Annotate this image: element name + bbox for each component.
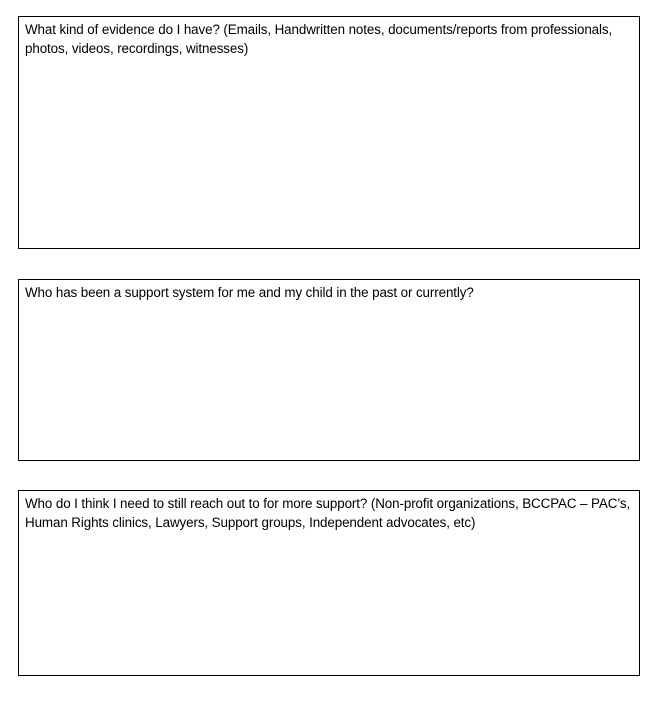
support-system-question: Who has been a support system for me and my child in the past or currently?: [25, 285, 474, 300]
evidence-answer-box[interactable]: [18, 16, 640, 249]
support-system-answer-box[interactable]: [18, 279, 640, 461]
evidence-question: What kind of evidence do I have? (Emails, Handwritten notes, documents/reports from professionals, photos, videos, recordings, witnesses): [25, 22, 613, 56]
more-support-question: Who do I think I need to still reach out to for more support? (Non-profit organizations, BCCPAC – PAC’s, Human Rights clinics, Lawyers, Support groups, Independent advocates, etc): [25, 496, 631, 530]
more-support-answer-box[interactable]: [18, 490, 640, 676]
